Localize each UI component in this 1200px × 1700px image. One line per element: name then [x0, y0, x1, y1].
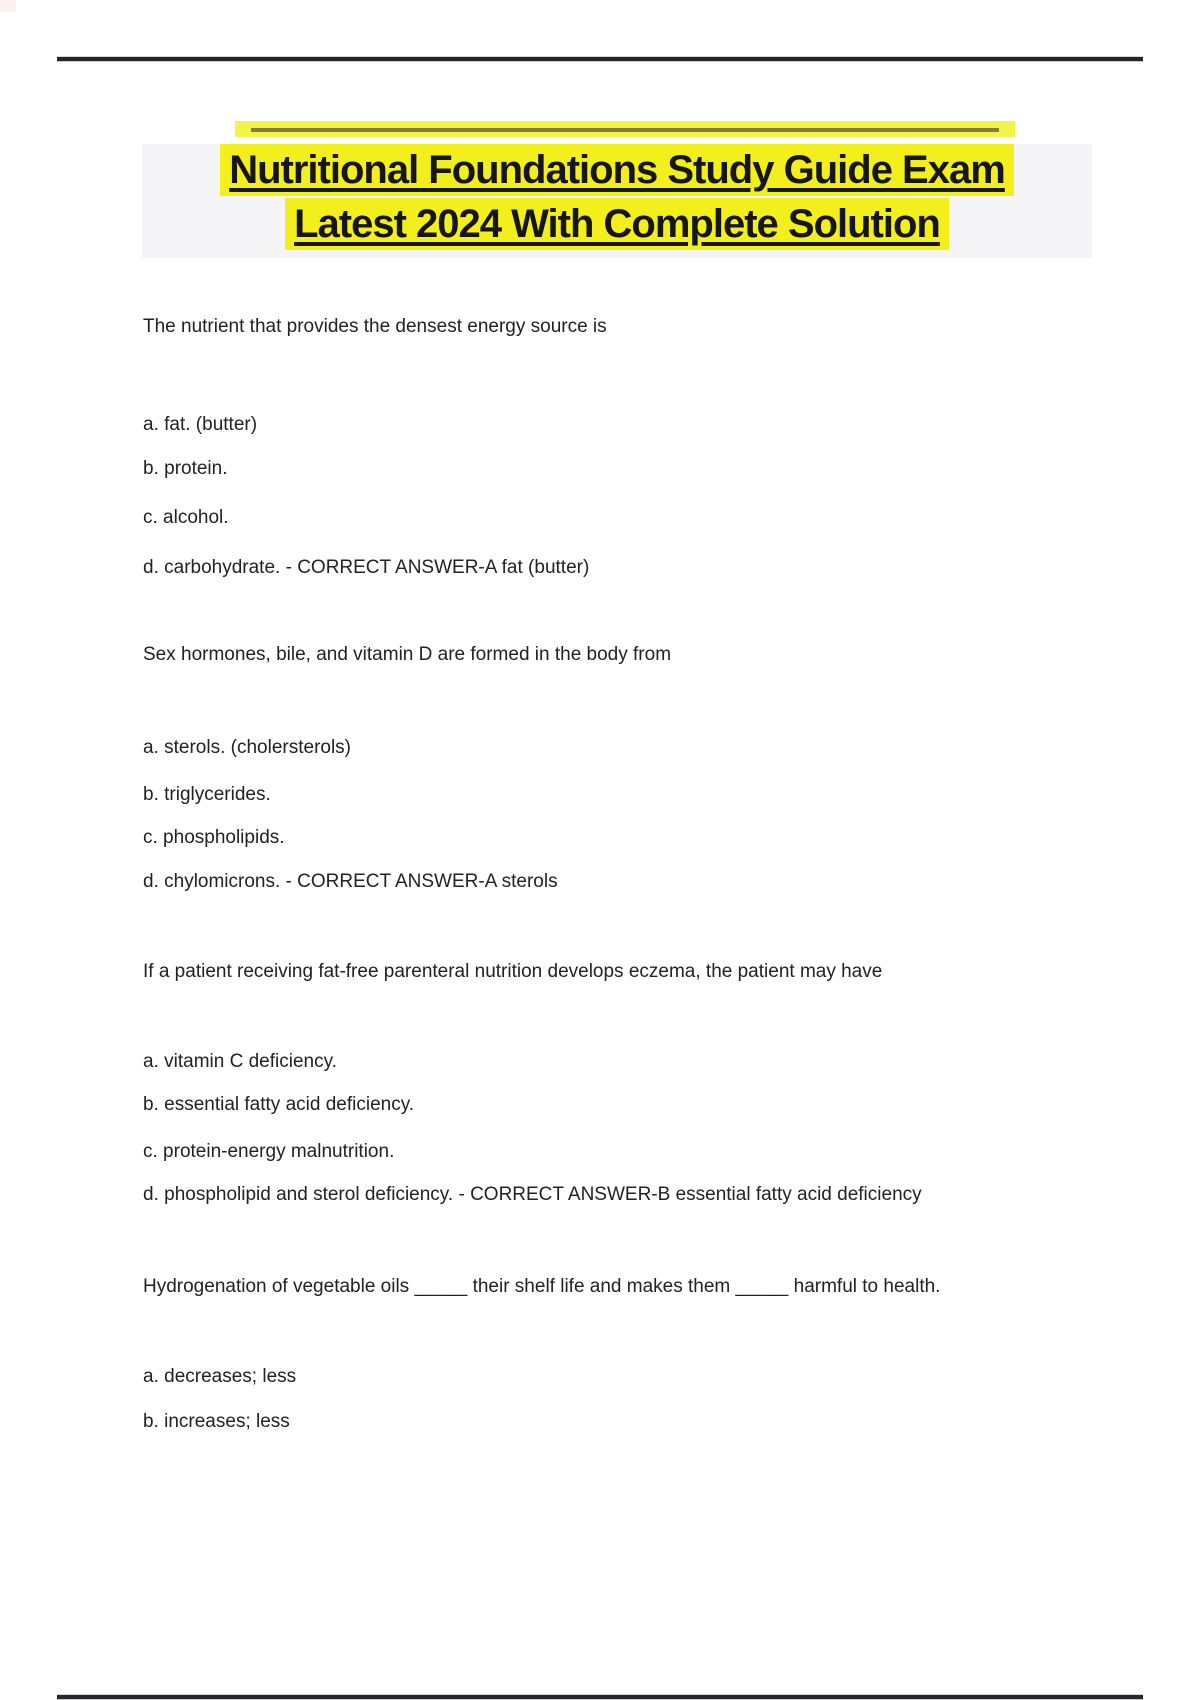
option-text: c. alcohol.: [143, 507, 229, 528]
option-text: b. increases; less: [143, 1411, 290, 1432]
cutoff-underline: [251, 128, 1000, 132]
option-text: a. sterols. (cholersterols): [143, 737, 352, 758]
option-text: c. protein-energy malnutrition.: [143, 1141, 395, 1162]
option-text: b. essential fatty acid deficiency.: [143, 1094, 415, 1115]
option-text: a. vitamin C deficiency.: [143, 1051, 337, 1072]
option-text: d. chylomicrons. - CORRECT ANSWER-A sterols: [143, 871, 558, 892]
option-text: d. carbohydrate. - CORRECT ANSWER-A fat (butter): [143, 557, 590, 578]
page-title-line-1: Nutritional Foundations Study Guide Exam: [220, 144, 1014, 196]
question-text: Hydrogenation of vegetable oils _____ their shelf life and makes them _____ harmful to health.: [143, 1276, 941, 1297]
option-text: c. phospholipids.: [143, 827, 285, 848]
option-text: a. fat. (butter): [143, 414, 258, 435]
option-text: b. protein.: [143, 458, 228, 479]
question-text: If a patient receiving fat-free parenteral nutrition develops eczema, the patient may have: [143, 961, 883, 982]
question-text: The nutrient that provides the densest energy source is: [143, 316, 607, 337]
option-text: b. triglycerides.: [143, 784, 271, 805]
question-text: Sex hormones, bile, and vitamin D are formed in the body from: [143, 644, 672, 665]
title-block: [142, 144, 1092, 258]
page-corner-artifact: [0, 0, 16, 12]
option-text: d. phospholipid and sterol deficiency. - CORRECT ANSWER-B essential fatty acid deficiency: [143, 1184, 922, 1205]
top-rule: [57, 57, 1143, 61]
cutoff-highlight-strip: [235, 121, 1015, 137]
option-text: a. decreases; less: [143, 1366, 297, 1387]
bottom-rule: [57, 1695, 1143, 1699]
page-title-line-2: Latest 2024 With Complete Solution: [285, 198, 949, 250]
